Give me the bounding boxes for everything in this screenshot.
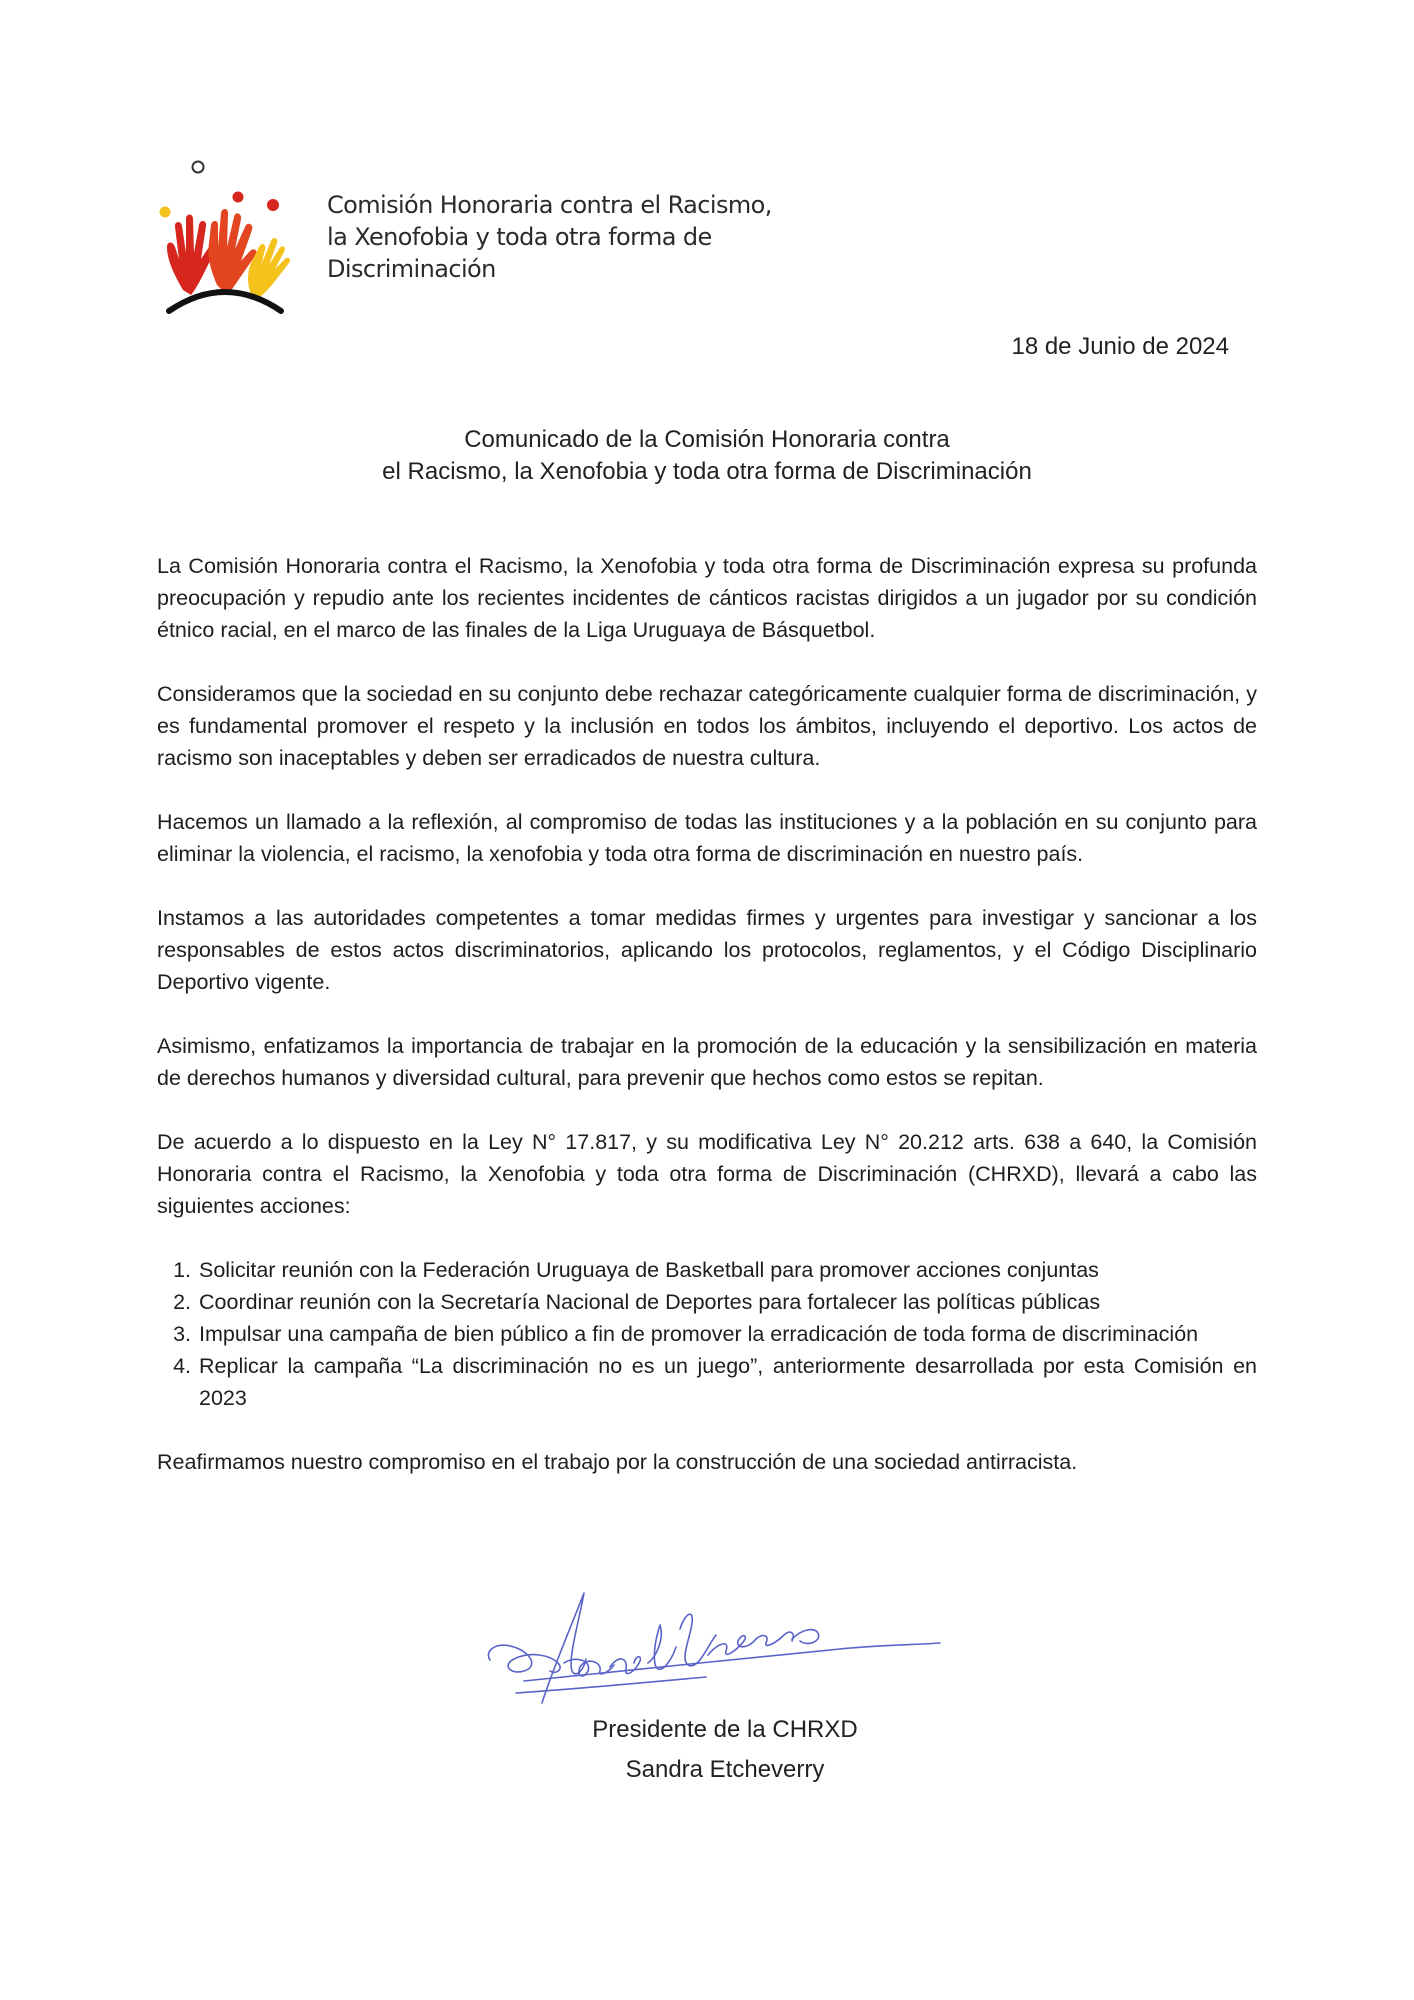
signature-block (560, 1710, 890, 1790)
list-item: 3. Impulsar una campaña de bien público a fin de promover la erradicación de toda forma de discriminación (197, 1318, 1257, 1350)
list-item: 4. Replicar la campaña “La discriminación no es un juego”, anteriormente desarrollada por esta Comisión en 2023 (197, 1350, 1257, 1414)
organization-name-line-1: Comisión Honoraria contra el Racismo, (327, 191, 772, 219)
organization-name (327, 189, 772, 285)
document-title (0, 424, 1414, 488)
hands-logo-icon (155, 155, 295, 315)
actions-list (157, 1254, 1257, 1414)
document-title-line-2: el Racismo, la Xenofobia y toda otra forma de Discriminación (382, 458, 1032, 485)
organization-logo (155, 155, 772, 315)
document-date: 18 de Junio de 2024 (1011, 333, 1229, 360)
paragraph: Consideramos que la sociedad en su conjunto debe rechazar categóricamente cualquier forma de discriminación, y es fundamental promover el respeto y la inclusión en todos los ámbitos, incluyendo el deportivo. Los actos de racismo son inaceptables y deben ser erradicados de nuestra cultura. (157, 682, 1257, 770)
organization-name-line-3: Discriminación (327, 255, 496, 283)
paragraph: Hacemos un llamado a la reflexión, al compromiso de todas las instituciones y a la población en su conjunto para eliminar la violencia, el racismo, la xenofobia y toda otra forma de discriminación en nuestro país. (157, 810, 1257, 866)
paragraph: Instamos a las autoridades competentes a tomar medidas firmes y urgentes para investigar y sancionar a los responsables de estos actos discriminatorios, aplicando los protocolos, reglamentos, y el Código Disciplinario Deportivo vigente. (157, 906, 1257, 994)
signatory-role: Presidente de la CHRXD (592, 1716, 858, 1743)
organization-name-line-2: la Xenofobia y toda otra forma de (327, 223, 712, 251)
closing-paragraph: Reafirmamos nuestro compromiso en el trabajo por la construcción de una sociedad antirracista. (157, 1450, 1078, 1474)
list-item: 2. Coordinar reunión con la Secretaría Nacional de Deportes para fortalecer las políticas públicas (197, 1286, 1257, 1318)
list-item: 1. Solicitar reunión con la Federación Uruguaya de Basketball para promover acciones conjuntas (197, 1254, 1257, 1286)
paragraph: De acuerdo a lo dispuesto en la Ley N° 17.817, y su modificativa Ley N° 20.212 arts. 638 a 640, la Comisión Honoraria contra el Racismo, la Xenofobia y toda otra forma de Discriminación (CHRXD), llevará a cabo las siguientes acciones: (157, 1130, 1257, 1218)
document-body (157, 550, 1257, 1510)
paragraph: La Comisión Honoraria contra el Racismo, la Xenofobia y toda otra forma de Discriminación expresa su profunda preocupación y repudio ante los recientes incidentes de cánticos racistas dirigidos a un jugador por su condición étnico racial, en el marco de las finales de la Liga Uruguaya de Básquetbol. (157, 554, 1257, 642)
paragraph: Asimismo, enfatizamos la importancia de trabajar en la promoción de la educación y la sensibilización en materia de derechos humanos y diversidad cultural, para prevenir que hechos como estos se repitan. (157, 1034, 1257, 1090)
signatory-name: Sandra Etcheverry (625, 1756, 825, 1783)
document-title-line-1: Comunicado de la Comisión Honoraria contra (464, 426, 950, 453)
